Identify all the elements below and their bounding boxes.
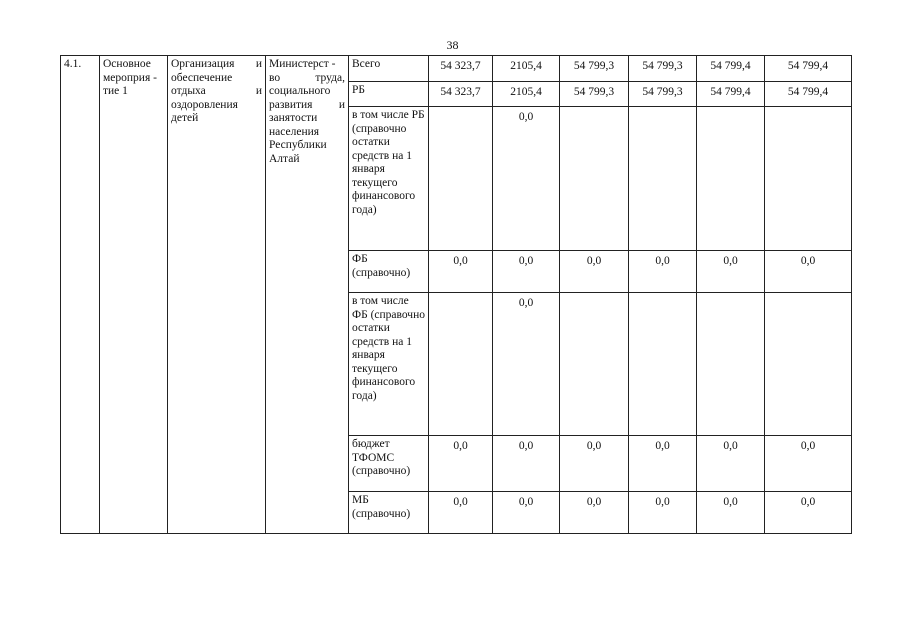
name-line: Организация и bbox=[171, 58, 262, 70]
value-cell: 0,0 bbox=[493, 251, 560, 293]
value-cell: 54 799,3 bbox=[629, 82, 697, 107]
value-cell: 0,0 bbox=[697, 492, 765, 534]
value-cell: 54 799,4 bbox=[765, 56, 852, 82]
value-cell bbox=[429, 107, 493, 251]
funding-source: Всего bbox=[349, 56, 429, 82]
value-cell: 0,0 bbox=[429, 436, 493, 492]
value-cell: 0,0 bbox=[765, 492, 852, 534]
value-cell: 0,0 bbox=[697, 436, 765, 492]
name-line: детей bbox=[171, 112, 199, 124]
value-cell bbox=[429, 293, 493, 436]
funding-source: ФБ (справочно) bbox=[349, 251, 429, 293]
value-cell bbox=[560, 293, 629, 436]
value-cell: 0,0 bbox=[493, 436, 560, 492]
value-cell: 0,0 bbox=[629, 251, 697, 293]
table-row bbox=[61, 56, 852, 82]
value-cell: 0,0 bbox=[493, 492, 560, 534]
value-cell bbox=[629, 107, 697, 251]
value-cell: 54 323,7 bbox=[429, 82, 493, 107]
funding-source: РБ bbox=[349, 82, 429, 107]
value-cell: 0,0 bbox=[493, 293, 560, 436]
executor-line: занятости bbox=[269, 112, 318, 124]
value-cell: 0,0 bbox=[560, 492, 629, 534]
value-cell: 0,0 bbox=[629, 436, 697, 492]
value-cell: 0,0 bbox=[765, 436, 852, 492]
funding-source: в том числе РБ (справочно остатки средств на 1 января текущего финансового года) bbox=[349, 107, 429, 251]
value-cell: 54 799,3 bbox=[629, 56, 697, 82]
activity-line: тие 1 bbox=[103, 85, 128, 97]
executor-line: населения bbox=[269, 125, 320, 138]
value-cell bbox=[697, 107, 765, 251]
value-cell: 54 323,7 bbox=[429, 56, 493, 82]
page-number: 38 bbox=[446, 38, 459, 52]
name-line: отдыха и bbox=[171, 85, 262, 97]
row-number: 4.1. bbox=[61, 56, 100, 534]
funding-source: МБ (справочно) bbox=[349, 492, 429, 534]
executor-line: во труда, bbox=[269, 71, 345, 84]
activity-line: Основное bbox=[103, 58, 151, 70]
name-line: оздоровления bbox=[171, 98, 238, 111]
activity-line: мероприя - bbox=[103, 71, 157, 84]
value-cell bbox=[697, 293, 765, 436]
executor-line: Республики bbox=[269, 139, 327, 151]
value-cell: 0,0 bbox=[697, 251, 765, 293]
name-line: обеспечение bbox=[171, 71, 233, 84]
value-cell: 0,0 bbox=[429, 251, 493, 293]
value-cell: 54 799,3 bbox=[560, 56, 629, 82]
executor-line: социального bbox=[269, 85, 331, 97]
activity-cell bbox=[100, 56, 168, 534]
value-cell: 2105,4 bbox=[493, 56, 560, 82]
value-cell: 54 799,4 bbox=[765, 82, 852, 107]
funding-source: в том числе ФБ (справочно остатки средств на 1 января текущего финансового года) bbox=[349, 293, 429, 436]
value-cell: 0,0 bbox=[765, 251, 852, 293]
value-cell: 54 799,4 bbox=[697, 82, 765, 107]
executor-line: развития и bbox=[269, 98, 345, 111]
value-cell: 54 799,3 bbox=[560, 82, 629, 107]
value-cell: 0,0 bbox=[560, 436, 629, 492]
value-cell: 0,0 bbox=[560, 251, 629, 293]
value-cell: 0,0 bbox=[429, 492, 493, 534]
executor-line: Министерст - bbox=[269, 58, 336, 70]
activity-name-cell bbox=[168, 56, 266, 534]
value-cell bbox=[560, 107, 629, 251]
value-cell: 0,0 bbox=[493, 107, 560, 251]
funding-source: бюджет ТФОМС (справочно) bbox=[349, 436, 429, 492]
executor-cell bbox=[266, 56, 349, 534]
value-cell bbox=[765, 293, 852, 436]
funding-table bbox=[60, 55, 852, 534]
value-cell bbox=[629, 293, 697, 436]
value-cell: 2105,4 bbox=[493, 82, 560, 107]
value-cell: 54 799,4 bbox=[697, 56, 765, 82]
executor-line: Алтай bbox=[269, 152, 300, 165]
value-cell bbox=[765, 107, 852, 251]
value-cell: 0,0 bbox=[629, 492, 697, 534]
